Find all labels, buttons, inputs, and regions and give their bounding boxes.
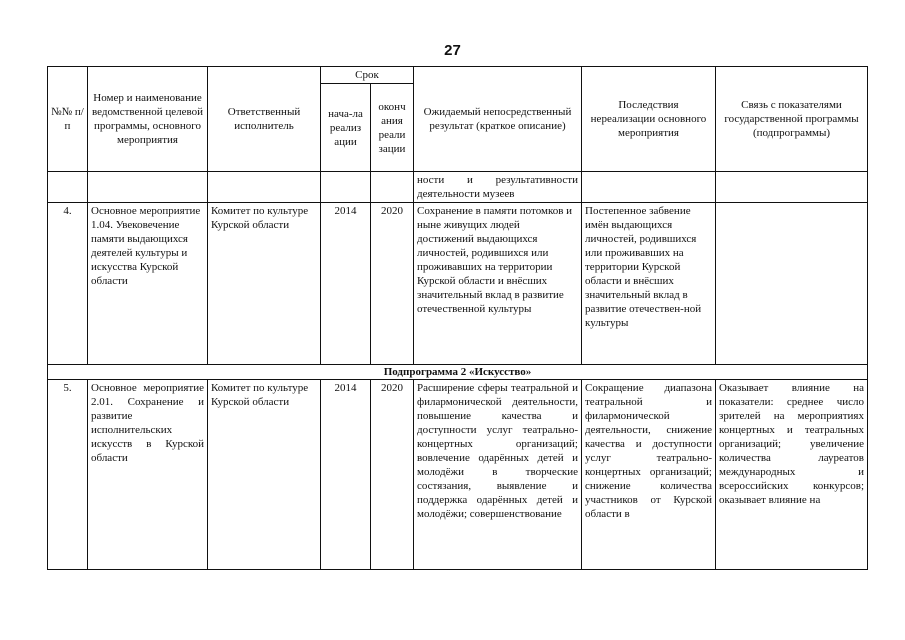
- row4-end: 2020: [371, 203, 414, 365]
- table-row: [48, 380, 868, 570]
- row4-result: Сохранение в памяти потомков и ныне живущих людей достижений выдающихся личностей, родившихся или проживавших на территории Курской области и внёсших значительный вклад в развитие отечественной культуры: [414, 203, 582, 365]
- page-number: 27: [444, 42, 461, 59]
- header-end: оконч ания реали зации: [371, 84, 414, 172]
- header-start: нача-ла реализ ации: [321, 84, 371, 172]
- row4-link: [716, 203, 868, 365]
- header-link: Связь с показателями государственной программы (подпрограммы): [716, 67, 868, 172]
- header-row-1: [48, 67, 868, 84]
- row4-start: 2014: [321, 203, 371, 365]
- row4-num: 4.: [48, 203, 88, 365]
- row5-executor: Комитет по культуре Курской области: [208, 380, 321, 570]
- row5-end: 2020: [371, 380, 414, 570]
- row5-result: Расширение сферы театральной и филармонической деятельности, повышение качества и доступности услуг театрально-концертных организаций; вовлечение одарённых детей и молодёжи в творческие состязания, выявление и поддержка одарённых детей и молодёжи; совершенствование: [414, 380, 582, 570]
- table-row: [48, 203, 868, 365]
- subprogram-title: Подпрограмма 2 «Искусство»: [48, 365, 868, 380]
- program-table: [47, 66, 868, 570]
- header-program: Номер и наименование ведомственной целевой программы, основного мероприятия: [88, 67, 208, 172]
- row5-start: 2014: [321, 380, 371, 570]
- row4-program: Основное мероприятие 1.04. Увековечение памяти выдающихся деятелей культуры и искусства Курской области: [88, 203, 208, 365]
- header-num: №№ п/п: [48, 67, 88, 172]
- row5-num: 5.: [48, 380, 88, 570]
- row5-link: Оказывает влияние на показатели: среднее число зрителей на мероприятиях концертных и театральных организаций; увеличение количества лауреатов международных и всероссийских конкурсов; оказывает влияние на: [716, 380, 868, 570]
- row5-program: Основное мероприятие 2.01. Сохранение и развитие исполнительских искусств в Курской области: [88, 380, 208, 570]
- header-executor: Ответственный исполнитель: [208, 67, 321, 172]
- continuation-row: [48, 172, 868, 203]
- row4-consequences: Постепенное забвение имён выдающихся личностей, родившихся или проживавших на территории Курской области и внёсших значительный вклад в развитие отечествен-ной культуры: [582, 203, 716, 365]
- row4-executor: Комитет по культуре Курской области: [208, 203, 321, 365]
- header-consequences: Последствия нереализации основного мероприятия: [582, 67, 716, 172]
- subprogram-row: [48, 365, 868, 380]
- row5-consequences: Сокращение диапазона театральной и филармонической деятельности, снижение качества и доступности услуг театрально-концертных организаций; снижение количества участников от Курской области в: [582, 380, 716, 570]
- header-result: Ожидаемый непосредственный результат (краткое описание): [414, 67, 582, 172]
- header-term: Срок: [321, 67, 414, 84]
- continuation-result: ности и результативности деятельности музеев: [414, 172, 582, 203]
